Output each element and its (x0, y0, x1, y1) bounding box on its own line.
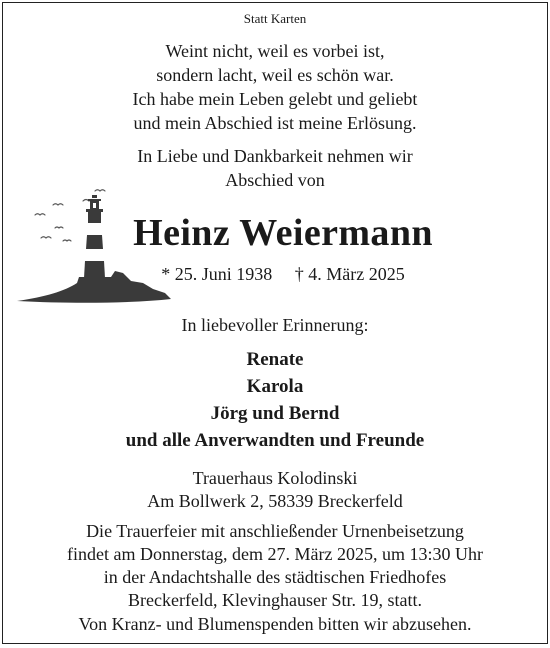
life-dates (143, 264, 423, 285)
header-text: Statt Karten (243, 11, 307, 26)
service-line: findet am Donnerstag, dem 27. März 2025, um 13:30 Uhr (67, 544, 483, 564)
service-line: Breckerfeld, Klevinghauser Str. 19, statt. (128, 590, 422, 610)
mourning-address (3, 467, 547, 513)
mourners-list (3, 346, 547, 454)
poem-line: Weint nicht, weil es vorbei ist, (165, 41, 385, 61)
intro-line: In Liebe und Dankbarkeit nehmen wir (137, 146, 413, 166)
service-line: in der Andachtshalle des städtischen Friedhofes (103, 567, 447, 587)
poem-line: sondern lacht, weil es schön war. (156, 65, 394, 85)
memory-line: In liebevoller Erinnerung: (181, 315, 369, 335)
deceased-name: Heinz Weiermann (133, 212, 433, 254)
death-date: † 4. März 2025 (294, 264, 405, 284)
closing-note: Von Kranz- und Blumenspenden bitten wir abzusehen. (78, 614, 472, 634)
obituary-notice (2, 2, 548, 644)
mourner-name: Karola (246, 376, 304, 397)
mourner-name: Jörg und Bernd (210, 403, 340, 424)
funeral-service-info (3, 520, 547, 612)
intro-line: Abschied von (225, 170, 325, 190)
birth-date: * 25. Juni 1938 (161, 264, 273, 284)
address-line: Am Bollwerk 2, 58339 Breckerfeld (147, 491, 403, 511)
poem-line: Ich habe mein Leben gelebt und geliebt (132, 89, 418, 109)
service-line: Die Trauerfeier mit anschließender Urnenbeisetzung (86, 521, 464, 541)
mourner-name: und alle Anverwandten und Freunde (125, 430, 425, 451)
address-line: Trauerhaus Kolodinski (192, 468, 358, 488)
poem-line: und mein Abschied ist meine Erlösung. (133, 113, 417, 133)
poem (3, 39, 547, 135)
mourner-name: Renate (246, 349, 304, 370)
